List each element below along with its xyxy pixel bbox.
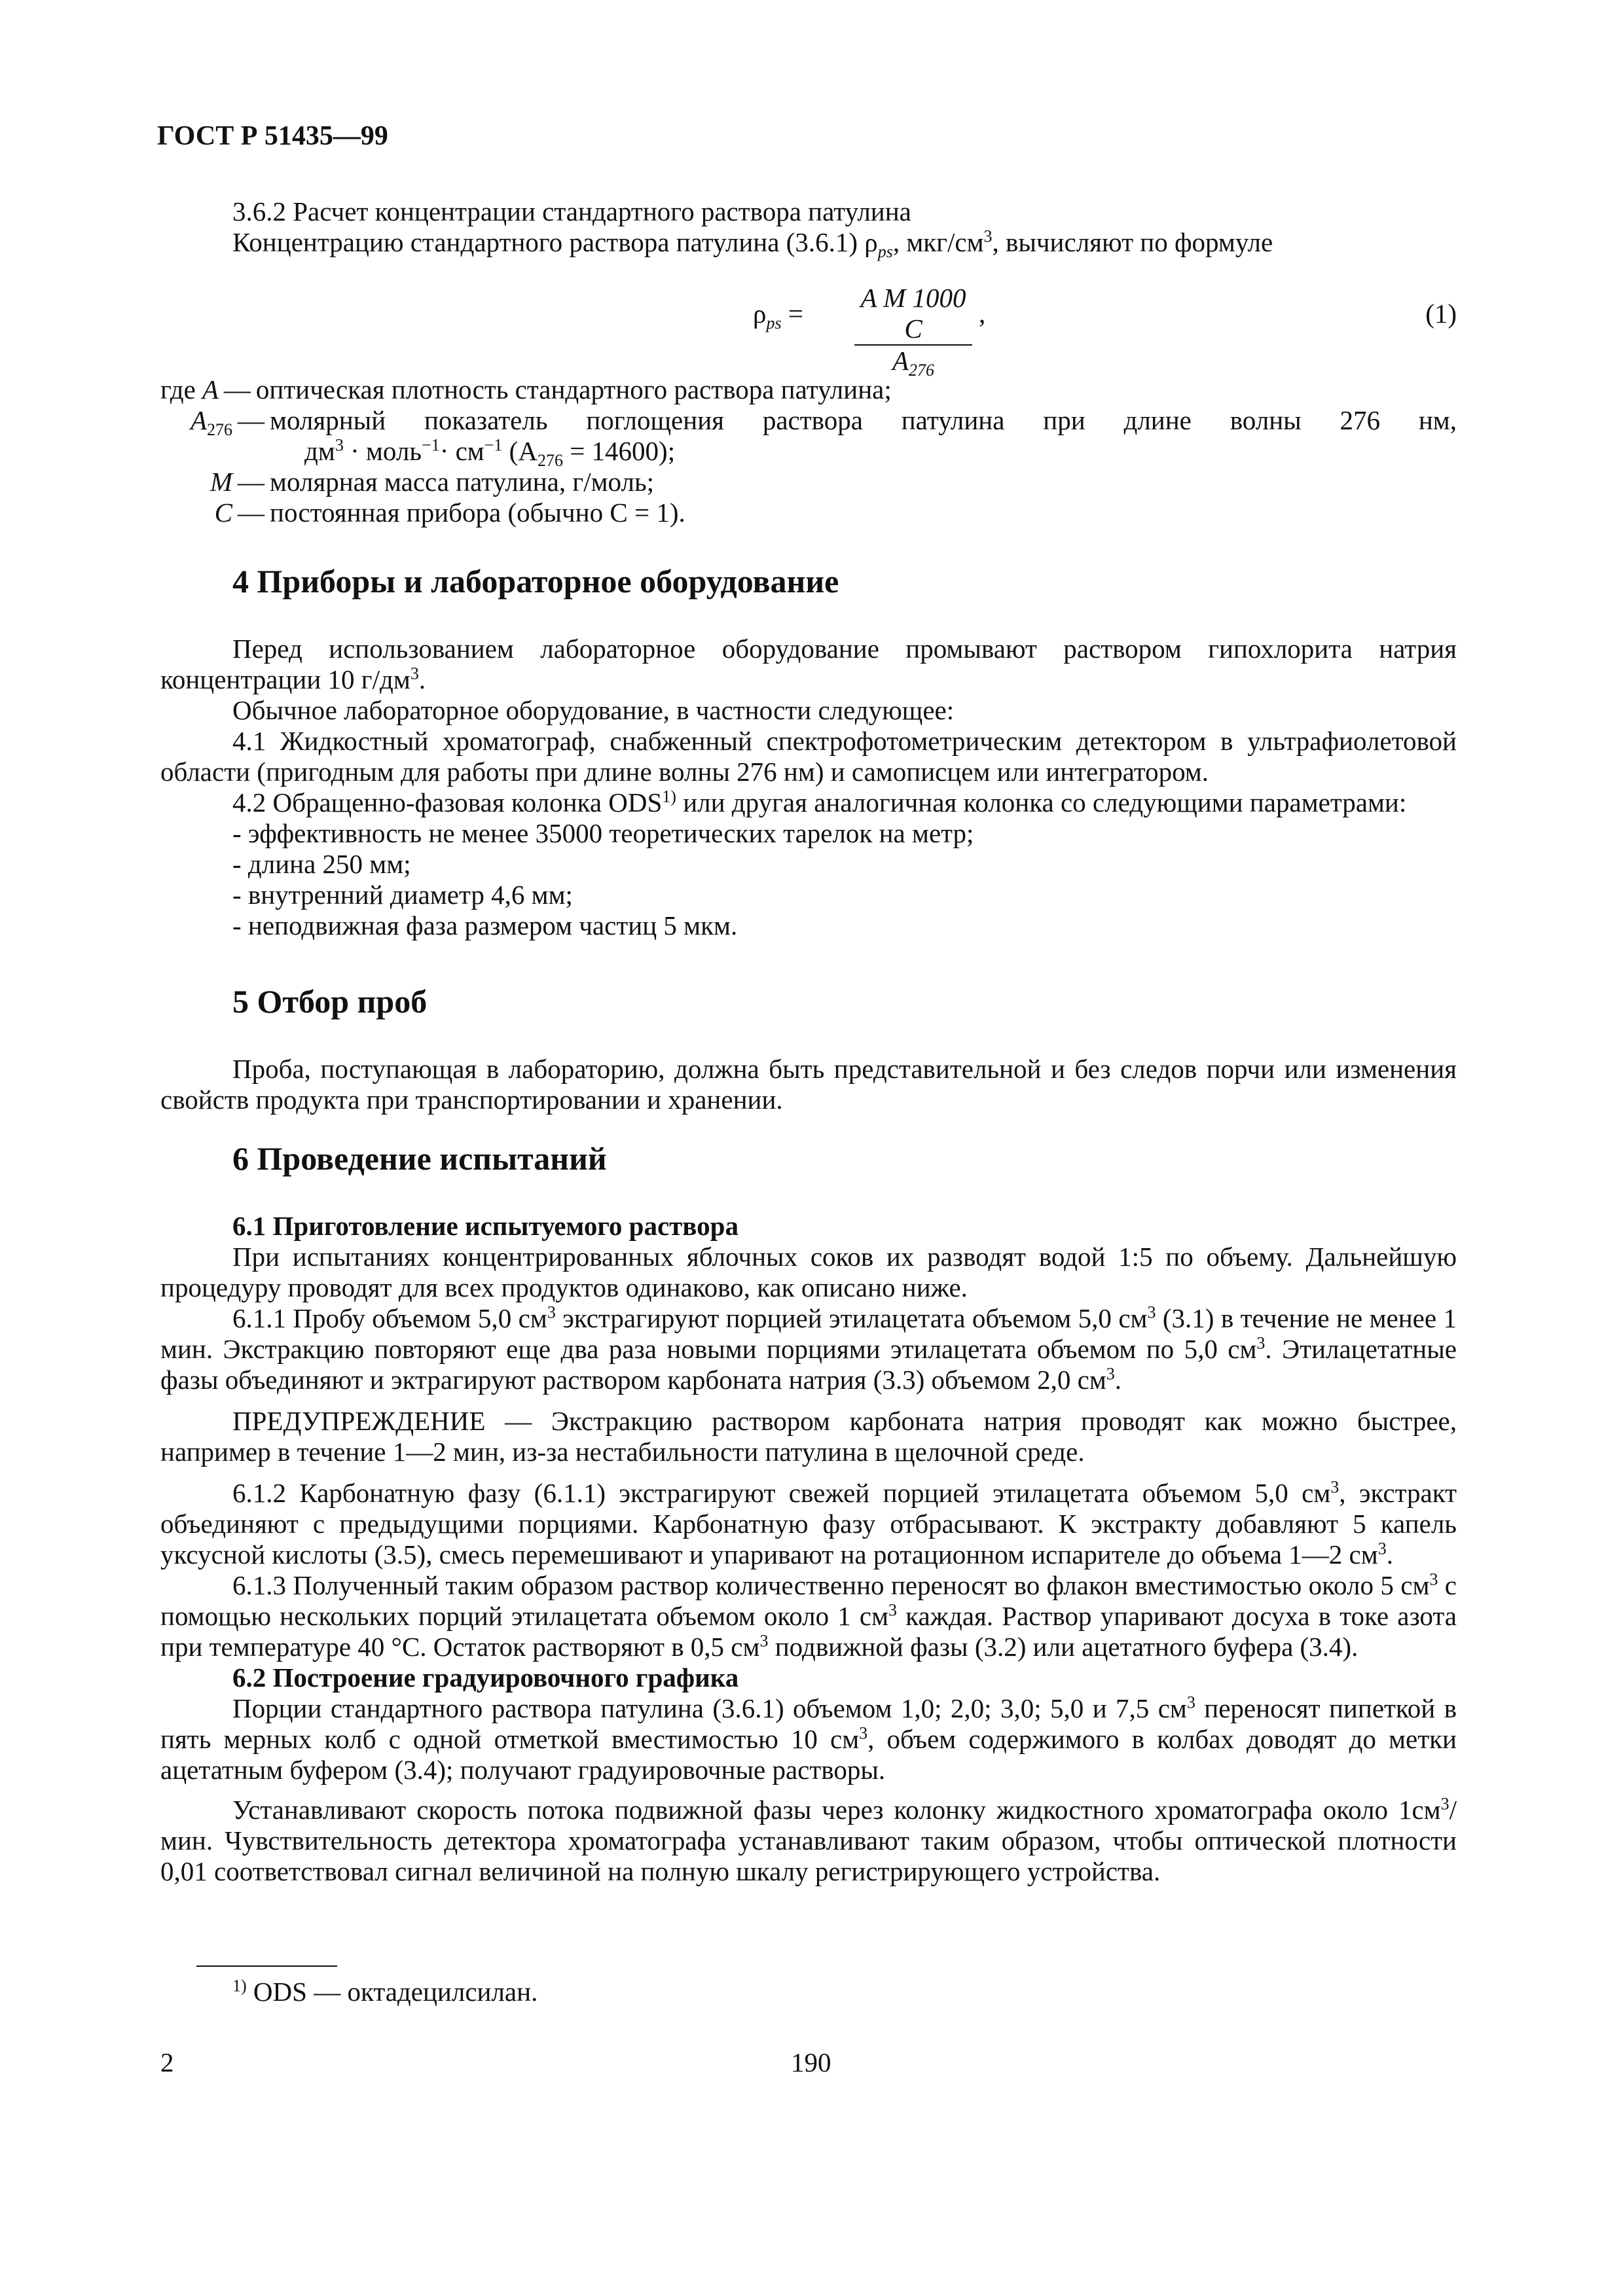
formula-denominator: $A_{276}$ — [892, 346, 935, 380]
formula-comma: , — [979, 298, 986, 329]
document-code: ГОСТ Р 51435—99 — [157, 121, 388, 151]
section-6-1-paragraph: При испытаниях концентрированных яблочных соков их разводят водой 1:5 по объему. Дальнейшую процедуру проводят для всех продуктов одинаково, как описано ниже. — [160, 1242, 1457, 1302]
formula-fraction — [854, 283, 972, 380]
section-5 — [160, 982, 1457, 1115]
section-5-heading: 5 Отбор проб — [232, 983, 428, 1020]
section-6-1-2: 6.1.2 Карбонатную фазу (6.1.1) экстрагируют свежей порцией этилацетата объемом 5,0 $см^3$, экстракт объединяют с предыдущими порциями. Карбонатную фазу отбрасывают. К экстракту добавляют 5 капель уксусной кислоты (3.5), смесь перемешивают и упаривают на ротационном испарителе до объема 1—2 $см^3$. — [160, 1477, 1457, 1570]
section-3-6-2-title: 3.6.2 Расчет концентрации стандартного раствора патулина — [232, 196, 911, 226]
page-number: 2 — [160, 2047, 174, 2077]
formula-1 — [160, 283, 1457, 380]
formula-lhs: $\rho_{ps}$ = — [753, 298, 803, 333]
section-6 — [160, 1139, 1457, 1887]
section-4-paragraph-2: Обычное лабораторное оборудование, в частности следующее: — [232, 695, 955, 725]
section-4-paragraph-1: Перед использованием лабораторное оборудование промывают раствором гипохлорита натрия концентрации 10 $г/дм^3$. — [160, 634, 1457, 694]
section-6-1-1: 6.1.1 Пробу объемом 5,0 $см^3$ экстрагируют порцией этилацетата объемом 5,0 $см^3$ (3.1) в течение не менее 1 мин. Экстракцию повторяют еще два раза новыми порциями этилацетата объемом по 5,0 $см^3$. Этилацетатные фазы объединяют и эктрагируют раствором карбоната натрия (3.3) объемом 2,0 $см^3$. — [160, 1302, 1457, 1395]
list-item: - внутренний диаметр 4,6 мм; — [232, 880, 573, 910]
list-item: - длина 250 мм; — [232, 849, 411, 879]
definition-a276: $A_{276}$ — молярный показатель поглощения раствора патулина при длине волны 276 нм, — [190, 405, 1457, 440]
section-4-1: 4.1 Жидкостный хроматограф, снабженный спектрофотометрическим детектором в ультрафиолетовой области (пригодным для работы при длине волны 276 нм) и самописцем или интегратором. — [160, 726, 1457, 787]
section-3-6-2-intro: Концентрацию стандартного раствора патулина (3.6.1) $\rho_{ps}$, мкг/$см^3$, вычисляют по формуле — [232, 226, 1273, 262]
footnote-divider — [196, 1965, 337, 1967]
section-6-2-paragraph-2: Устанавливают скорость потока подвижной фазы через колонку жидкостного хроматографа около $1см^3$/мин. Чувствительность детектора хроматографа устанавливают таким образом, чтобы оптической плотности 0,01 соответствовал сигнал величиной на полную шкалу регистрирующего устройства. — [160, 1794, 1457, 1886]
definition-c: C — постоянная прибора (обычно C = 1). — [214, 497, 685, 528]
section-3-6-2 — [160, 196, 1457, 528]
section-4-2: 4.2 Обращенно-фазовая колонка ODS$^{1)}$ или другая аналогичная колонка со следующими параметрами: — [232, 787, 1407, 817]
formula-number: (1) — [1425, 298, 1457, 329]
section-6-1-3: 6.1.3 Полученный таким образом раствор количественно переносят во флакон вместимостью около 5 $см^3$ с помощью нескольких порций этилацетата объемом около 1 $см^3$ каждая. Раствор упаривают досуха в токе азота при температуре 40 °С. Остаток растворяют в 0,5 $см^3$ подвижной фазы (3.2) или ацетатного буфера (3.4). — [160, 1570, 1457, 1662]
definition-m: M — молярная масса патулина, г/моль; — [210, 467, 655, 497]
section-4-heading: 4 Приборы и лабораторное оборудование — [232, 563, 839, 600]
section-5-paragraph: Проба, поступающая в лабораторию, должна быть представительной и без следов порчи или изменения свойств продукта при транспортировании и хранении. — [160, 1054, 1457, 1115]
formula-numerator: A M 1000 C — [854, 283, 972, 346]
section-6-heading: 6 Проведение испытаний — [232, 1140, 607, 1177]
definition-a276-units: $дм^3$ · моль$^{-1}$· $см^{-1}$ $(A_{276} = 14600)$; — [304, 435, 676, 471]
list-item: - эффективность не менее 35000 теоретических тарелок на метр; — [232, 818, 974, 848]
footnote: $^{1)}$ ODS — октадецилсилан. — [232, 1976, 538, 2007]
section-6-2-paragraph-1: Порции стандартного раствора патулина (3.6.1) объемом 1,0; 2,0; 3,0; 5,0 и 7,5 $см^3$ переносят пипеткой в пять мерных колб с одной отметкой вместимостью 10 $см^3$, объем содержимого в колбах доводят до метки ацетатным буфером (3.4); получают градуировочные растворы. — [160, 1693, 1457, 1785]
sheet-number: 190 — [791, 2047, 831, 2077]
formula-definitions — [160, 374, 1457, 528]
list-item: - неподвижная фаза размером частиц 5 мкм. — [232, 910, 738, 941]
section-4 — [160, 562, 1457, 941]
warning-paragraph: ПРЕДУПРЕЖДЕНИЕ — Экстракцию раствором карбоната натрия проводят как можно быстрее, например в течение 1—2 мин, из-за нестабильности патулина в щелочной среде. — [160, 1406, 1457, 1467]
definition-a: где A — оптическая плотность стандартного раствора патулина; — [160, 374, 892, 404]
section-6-1-heading: 6.1 Приготовление испытуемого раствора — [232, 1211, 739, 1241]
section-6-2-heading: 6.2 Построение градуировочного графика — [232, 1662, 739, 1693]
